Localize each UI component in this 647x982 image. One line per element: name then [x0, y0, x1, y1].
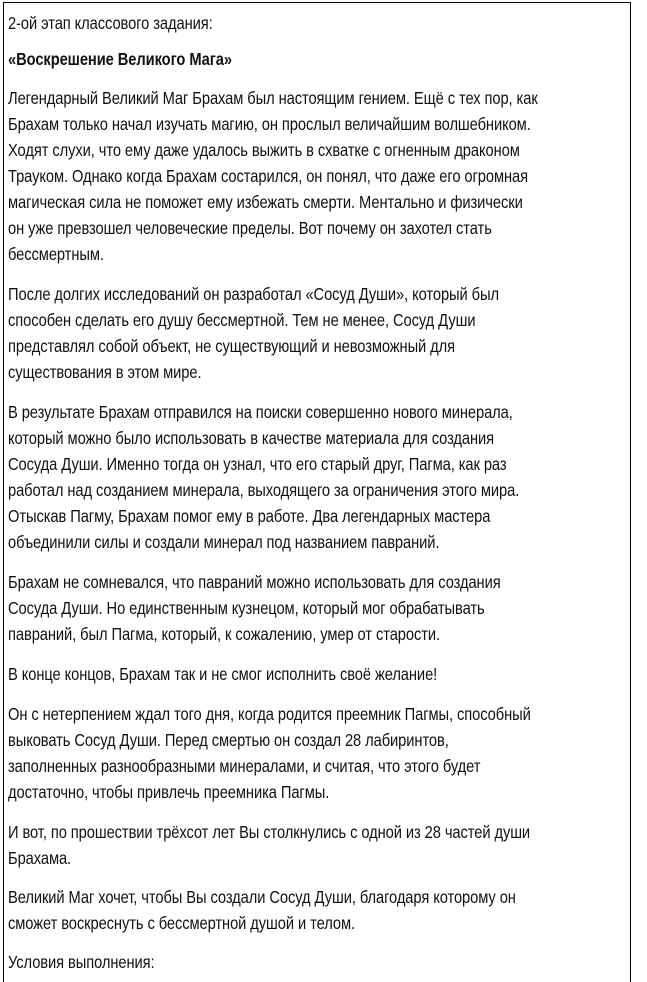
paragraph-line: достаточно, чтобы привлечь преемника Пагмы.: [8, 782, 330, 802]
paragraph-line: В результате Брахам отправился на поиски совершенно нового минерала,: [8, 402, 513, 422]
paragraph-line: работал над созданием минерала, выходящего за ограничения этого мира.: [8, 480, 520, 500]
paragraph-line: он уже превзошел человеческие пределы. Вот почему он захотел стать: [8, 218, 492, 238]
paragraph-line: представлял собой объект, не существующий и невозможный для: [8, 336, 456, 356]
paragraph-line: Сосуда Души. Именно тогда он узнал, что его старый друг, Пагма, как раз: [8, 454, 507, 474]
document-title: «Воскрешение Великого Мага»: [8, 49, 232, 69]
paragraph-line: выковать Сосуд Души. Перед смертью он создал 28 лабиринтов,: [8, 730, 449, 750]
paragraph-line: Сосуда Души. Но единственным кузнецом, который мог обрабатывать: [8, 598, 485, 618]
paragraph-line: Брахам не сомневался, что павраний можно использовать для создания: [8, 572, 501, 592]
paragraph-line: сможет воскреснуть с бессмертной душой и телом.: [8, 913, 355, 933]
paragraph-line: Он с нетерпением ждал того дня, когда родится преемник Пагмы, способный: [8, 704, 531, 724]
document-subtitle: 2-ой этап классового задания:: [8, 13, 213, 33]
paragraph-line: существования в этом мире.: [8, 362, 202, 382]
paragraph-line: Великий Маг хочет, чтобы Вы создали Сосуд Души, благодаря которому он: [8, 887, 516, 907]
paragraph-line: заполненных разнообразными минералами, и считая, что этого будет: [8, 756, 481, 776]
paragraph-line: Отыскав Пагму, Брахам помог ему в работе. Два легендарных мастера: [8, 506, 491, 526]
paragraph-line: Легендарный Великий Маг Брахам был настоящим гением. Ещё с тех пор, как: [8, 88, 538, 108]
paragraph-line: который можно было использовать в качестве материала для создания: [8, 428, 495, 448]
paragraph-line: бессмертным.: [8, 244, 104, 264]
paragraph-line: В конце концов, Брахам так и не смог исполнить своё желание!: [8, 664, 438, 684]
paragraph-line: После долгих исследований он разработал «Сосуд Души», который был: [8, 284, 499, 304]
paragraph-line: Брахама.: [8, 848, 72, 868]
paragraph-line: способен сделать его душу бессмертной. Тем не менее, Сосуд Души: [8, 310, 476, 330]
paragraph-line: объединили силы и создали минерал под названием павраний.: [8, 532, 440, 552]
paragraph-line: магическая сила не поможет ему избежать смерти. Ментально и физически: [8, 192, 523, 212]
paragraph-line: Трауком. Однако когда Брахам состарился, он понял, что даже его огромная: [8, 166, 529, 186]
paragraph-line: Брахам только начал изучать магию, он прослыл величайшим волшебником.: [8, 114, 531, 134]
paragraph-line: И вот, по прошествии трёхсот лет Вы столкнулись с одной из 28 частей души: [8, 822, 531, 842]
paragraph-line: Ходят слухи, что ему даже удалось выжить в схватке с огненным драконом: [8, 140, 520, 160]
paragraph-line: павраний, был Пагма, который, к сожалению, умер от старости.: [8, 624, 441, 644]
conditions-heading: Условия выполнения:: [8, 952, 155, 972]
